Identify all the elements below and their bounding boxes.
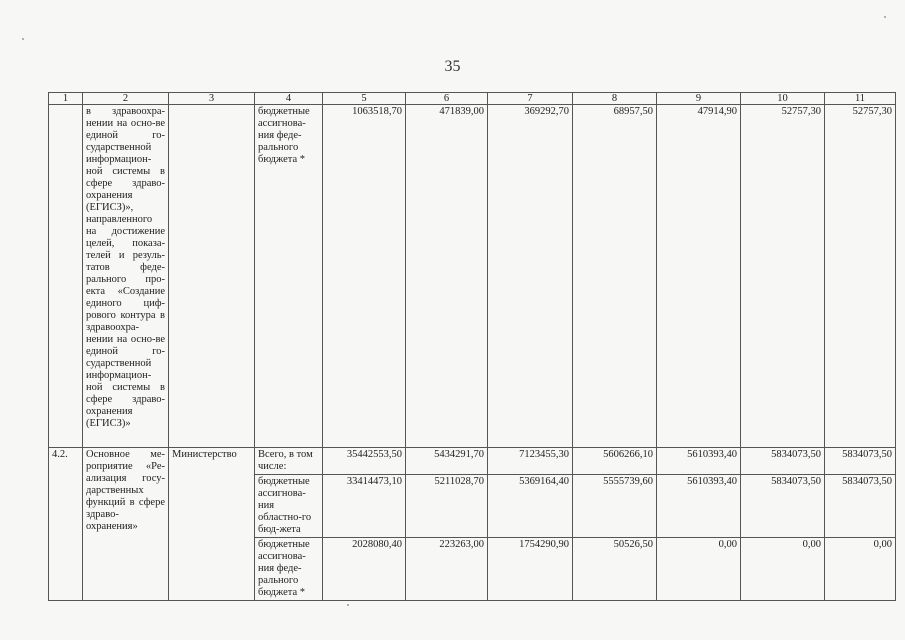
value-cell: 0,00 [657, 538, 741, 601]
value-cell: 33414473,10 [323, 475, 406, 538]
value-cell: 0,00 [741, 538, 825, 601]
value-cell: 7123455,30 [488, 448, 573, 475]
value-cell: 1063518,70 [323, 105, 406, 448]
scan-speck [22, 38, 24, 40]
funding-source: бюджетные ассигнова-ния областно-го бюд-жета [255, 475, 323, 538]
header-cell: 2 [83, 93, 169, 105]
header-cell: 3 [169, 93, 255, 105]
value-cell: 5434291,70 [406, 448, 488, 475]
value-cell: 68957,50 [573, 105, 657, 448]
value-cell: 5606266,10 [573, 448, 657, 475]
header-cell: 1 [49, 93, 83, 105]
value-cell: 1754290,90 [488, 538, 573, 601]
row-number-cell: 4.2. [49, 448, 83, 601]
budget-table [48, 92, 896, 601]
value-cell: 47914,90 [657, 105, 741, 448]
row-number-cell [49, 105, 83, 448]
funding-source: Всего, в том числе: [255, 448, 323, 475]
header-cell: 7 [488, 93, 573, 105]
value-cell: 5834073,50 [741, 475, 825, 538]
header-cell: 5 [323, 93, 406, 105]
value-cell: 50526,50 [573, 538, 657, 601]
value-cell: 471839,00 [406, 105, 488, 448]
funding-source: бюджетные ассигнова-ния феде-рального бюджета * [255, 538, 323, 601]
value-cell: 52757,30 [741, 105, 825, 448]
value-cell: 369292,70 [488, 105, 573, 448]
header-cell: 9 [657, 93, 741, 105]
measure-description: Основное ме-роприятие «Ре-ализация госу-дарственных функций в сфере здраво-охранения» [83, 448, 169, 601]
value-cell: 5555739,60 [573, 475, 657, 538]
header-cell: 8 [573, 93, 657, 105]
value-cell: 223263,00 [406, 538, 488, 601]
header-cell: 4 [255, 93, 323, 105]
table-row-4-2-total [49, 448, 896, 475]
value-cell: 0,00 [825, 538, 896, 601]
header-cell: 11 [825, 93, 896, 105]
header-cell: 10 [741, 93, 825, 105]
value-cell: 5834073,50 [741, 448, 825, 475]
scan-speck [884, 16, 886, 18]
page-number: 35 [444, 58, 461, 75]
executor-cell: Министерство [169, 448, 255, 601]
measure-description: в здравоохра-нении на осно-ве единой го-сударственной информацион-ной системы в сфере здраво-охранения (ЕГИСЗ)», направленного на достижение целей, показа-телей и резуль-татов феде-рального про-екта «Создание единого циф-рового контура в здравоохра-нении на осно-ве единой го-сударственной информацион-ной системы в сфере здраво-охранения (ЕГИСЗ)» [83, 105, 169, 448]
value-cell: 5610393,40 [657, 475, 741, 538]
header-row [49, 93, 896, 105]
value-cell: 52757,30 [825, 105, 896, 448]
header-cell: 6 [406, 93, 488, 105]
table-row-continuation [49, 105, 896, 448]
executor-cell [169, 105, 255, 448]
value-cell: 5834073,50 [825, 475, 896, 538]
value-cell: 5610393,40 [657, 448, 741, 475]
value-cell: 5834073,50 [825, 448, 896, 475]
value-cell: 2028080,40 [323, 538, 406, 601]
value-cell: 5211028,70 [406, 475, 488, 538]
funding-source: бюджетные ассигнова-ния феде-рального бюджета * [255, 105, 323, 448]
scan-speck [347, 604, 349, 606]
value-cell: 35442553,50 [323, 448, 406, 475]
value-cell: 5369164,40 [488, 475, 573, 538]
